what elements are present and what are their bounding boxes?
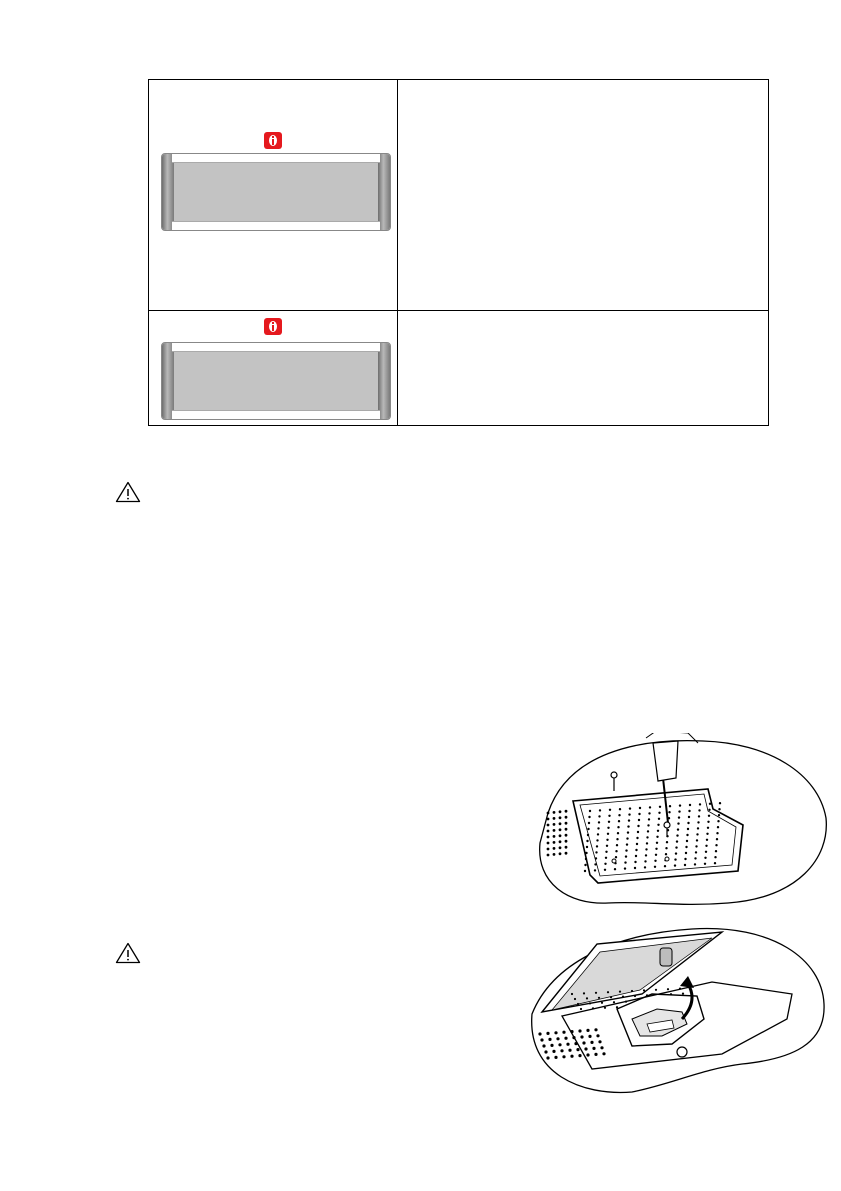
lamp-cover-removal-illustration — [522, 924, 830, 1096]
caution-icon — [115, 481, 141, 503]
lamp-message-table — [148, 79, 769, 426]
info-icon — [264, 318, 282, 335]
message-panel — [174, 163, 378, 221]
table-row — [149, 310, 768, 425]
lamp-warning-message-box — [161, 342, 391, 420]
caution-icon — [115, 942, 141, 964]
message-panel — [174, 352, 378, 410]
table-row — [149, 80, 768, 311]
lamp-cover-screw-removal-illustration — [528, 733, 830, 909]
info-icon — [264, 132, 282, 149]
lamp-warning-message-box — [161, 153, 391, 231]
